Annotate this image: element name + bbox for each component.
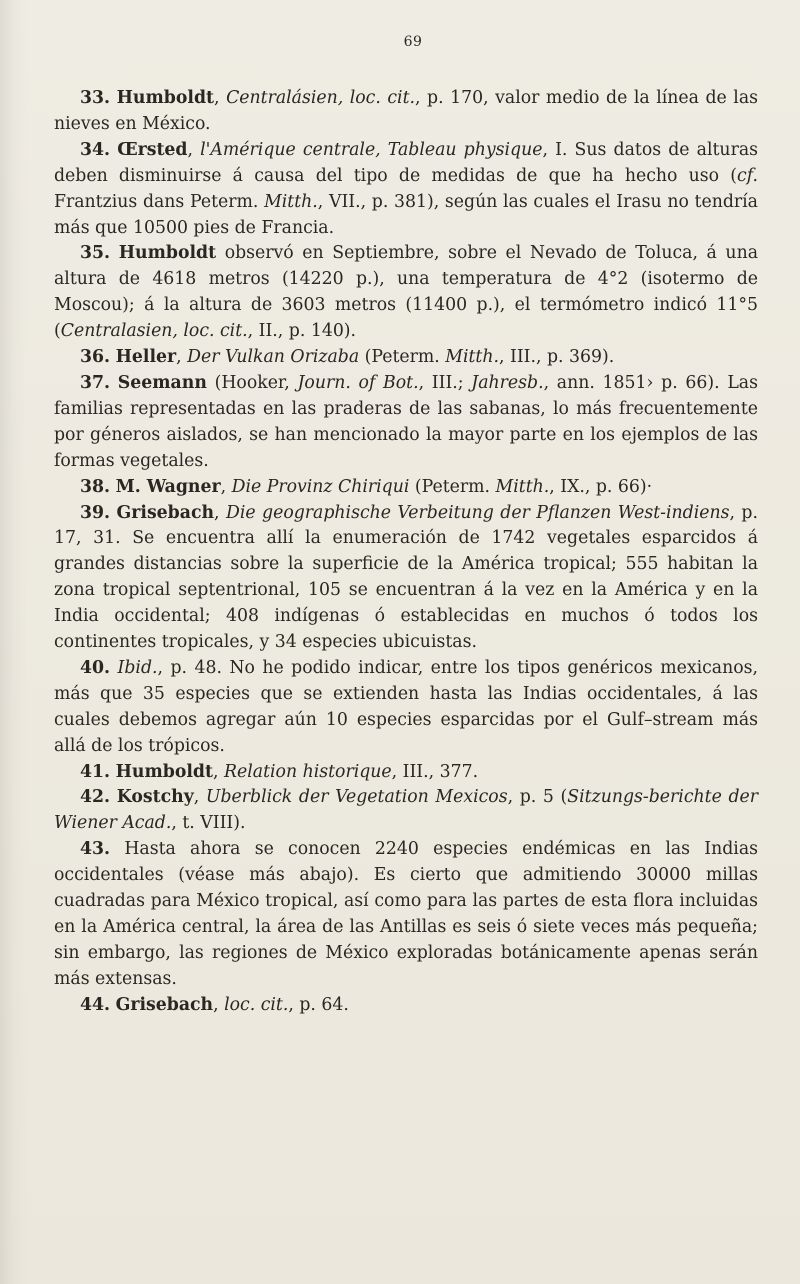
endnote-text: Grisebach, loc. cit., p. 64. [115, 994, 349, 1015]
endnote-text: Humboldt, Centralásien, loc. cit., p. 170, valor medio de la línea de las nieves en México. [54, 88, 758, 134]
endnote-number: 39. [80, 502, 111, 523]
endnote-text: Seemann (Hooker, Journ. of Bot., III.; Jahresb., ann. 1851› p. 66). Las familias representadas en las praderas de las sabanas, lo más frecuentemente por géneros aislados, se han mencionado la mayor parte en los ejemplos de las formas vegetales. [54, 372, 758, 471]
endnote-text: Kostchy, Uberblick der Vegetation Mexicos, p. 5 (Sitzungs-berichte der Wiener Acad., t. VIII). [54, 787, 758, 834]
endnote [54, 656, 758, 760]
endnote-text: Humboldt, Relation historique, III., 377. [115, 761, 479, 782]
endnote-number: 43. [80, 839, 111, 860]
endnote-number: 34. [80, 139, 111, 160]
endnote [54, 760, 758, 786]
endnote-number: 41. [80, 761, 111, 782]
endnote-text: Grisebach, Die geographische Verbeitung der Pflanzen West-indiens, p. 17, 31. Se encuentra allí la enumeración de 1742 vegetales esparcidos á grandes distancias sobre la superficie de la América tropical; 555 habitan la zona tropical septentrional, 105 se encuentran á la vez en la América y en la India occidental; 408 indígenas ó establecidas en muchos ó todos los continentes tropicales, y 34 especies ubicuistas. [54, 502, 758, 653]
endnote [54, 785, 758, 837]
endnote [54, 345, 758, 371]
endnote-number: 38. [80, 476, 111, 497]
endnote-text: Ibid., p. 48. No he podido indicar, entre los tipos genéricos mexicanos, más que 35 especies que se extienden hasta las Indias occidentales, á las cuales debemos agregar aún 10 especies esparcidas por el Gulf–stream más allá de los trópicos. [54, 657, 758, 756]
page-number: 69 [403, 34, 423, 50]
endnote-number: 40. [80, 657, 111, 678]
endnote [54, 86, 758, 138]
endnote-text: Heller, Der Vulkan Orizaba (Peterm. Mitth., III., p. 369). [115, 347, 615, 368]
endnote-text: M. Wagner, Die Provinz Chiriqui (Peterm. Mitth., IX., p. 66)· [115, 476, 653, 497]
endnote-text: Hasta ahora se conocen 2240 especies endémicas en las Indias occidentales (véase más abajo). Es cierto que admitiendo 30000 millas cuadradas para México tropical, así como para las partes de esta flora incluidas en la América central, la área de las Antillas es seis ó siete veces más pequeña; sin embargo, las regiones de México exploradas botánicamente apenas serán más extensas. [54, 839, 758, 989]
endnote [54, 371, 758, 475]
endnotes-list [54, 86, 758, 1019]
endnote [54, 837, 758, 992]
endnote-number: 37. [80, 372, 111, 393]
endnote-number: 44. [80, 994, 111, 1015]
endnote-number: 33. [80, 88, 111, 108]
endnote-number: 42. [80, 787, 111, 808]
endnote [54, 501, 758, 656]
endnote-number: 35. [80, 243, 111, 264]
endnote-text: Humboldt observó en Septiembre, sobre el Nevado de Toluca, á una altura de 4618 metros (14220 p.), una temperatura de 4°2 (isotermo de Moscou); á la altura de 3603 metros (11400 p.), el termómetro indicó 11°5 (Centralasien, loc. cit., II., p. 140). [54, 243, 758, 342]
endnote [54, 241, 758, 345]
endnote-number: 36. [80, 347, 111, 368]
endnote-text: Œrsted, l'Amérique centrale, Tableau physique, I. Sus datos de alturas deben disminuirse á causa del tipo de medidas de que ha hecho uso (cf. Frantzius dans Peterm. Mitth., VII., p. 381), según las cuales el Irasu no tendría más que 10500 pies de Francia. [54, 139, 758, 238]
endnote [54, 993, 758, 1019]
endnote [54, 475, 758, 501]
endnote [54, 138, 758, 242]
